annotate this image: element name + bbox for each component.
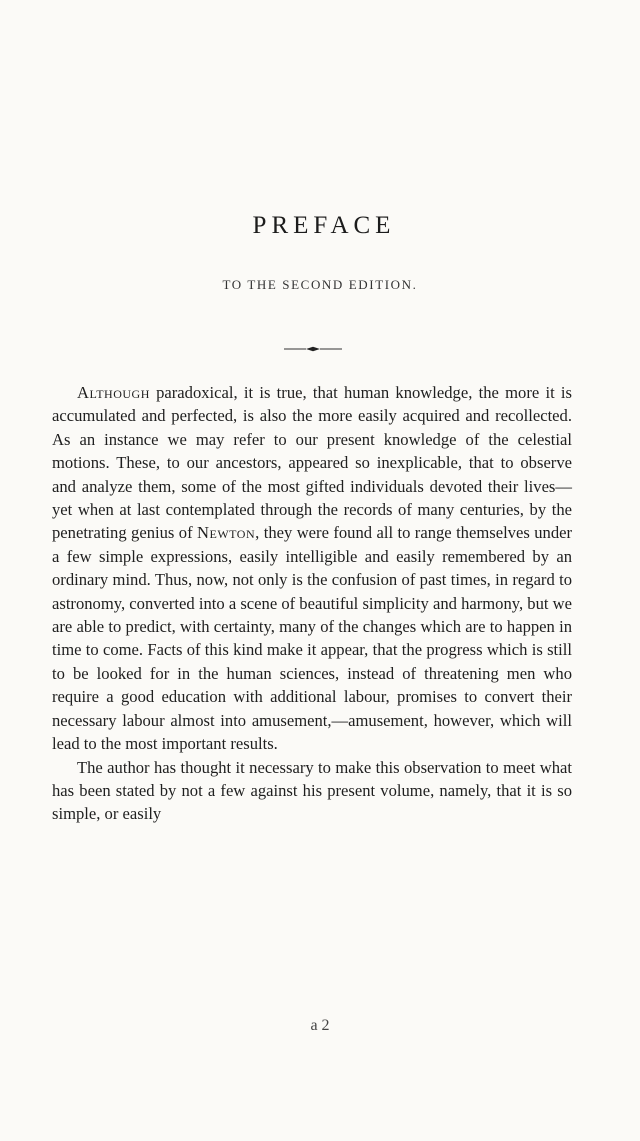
page-title: PREFACE [252,212,396,239]
paragraph-1-text-a: paradoxical, it is true, that human knowledge, the more it is accumulated and perfected, is also the more easily acquired and recollected. As an instance we may refer to our present knowledge of the celestial motions. These, to our ancestors, appeared so inexplicable, that to observe and analyze them, some of the most gifted individuals devoted their lives—yet when at last contemplated through the records of many centuries, by the penetrating genius of [52,383,572,543]
paragraph-2: The author has thought it necessary to make this observation to meet what has been stated by not a few against his present volume, namely, that it is so simple, or easily [52,757,572,824]
page-subtitle: TO THE SECOND EDITION. [222,277,418,292]
rule-with-diamond-ornament-icon [284,346,342,352]
drop-lead-word: Although [77,383,150,402]
signature-mark: a 2 [310,1017,330,1034]
paragraph-1 [52,381,572,756]
preface-body [52,381,572,826]
paragraph-1-text-b: , they were found all to range themselves under a few simple expressions, easily intelligible and easily remembered by an ordinary mind. Thus, now, not only is the confusion of past times, in regard to astronomy, converted into a scene of beautiful simplicity and harmony, but we are able to predict, with certainty, many of the changes which are to happen in time to come. Facts of this kind make it appear, that the progress which is still to be looked for in the human sciences, instead of threatening men who require a good education with additional labour, promises to convert their necessary labour almost into amusement,—amusement, however, which will lead to the most important results. [52,523,573,754]
person-name: Newton [197,523,256,543]
